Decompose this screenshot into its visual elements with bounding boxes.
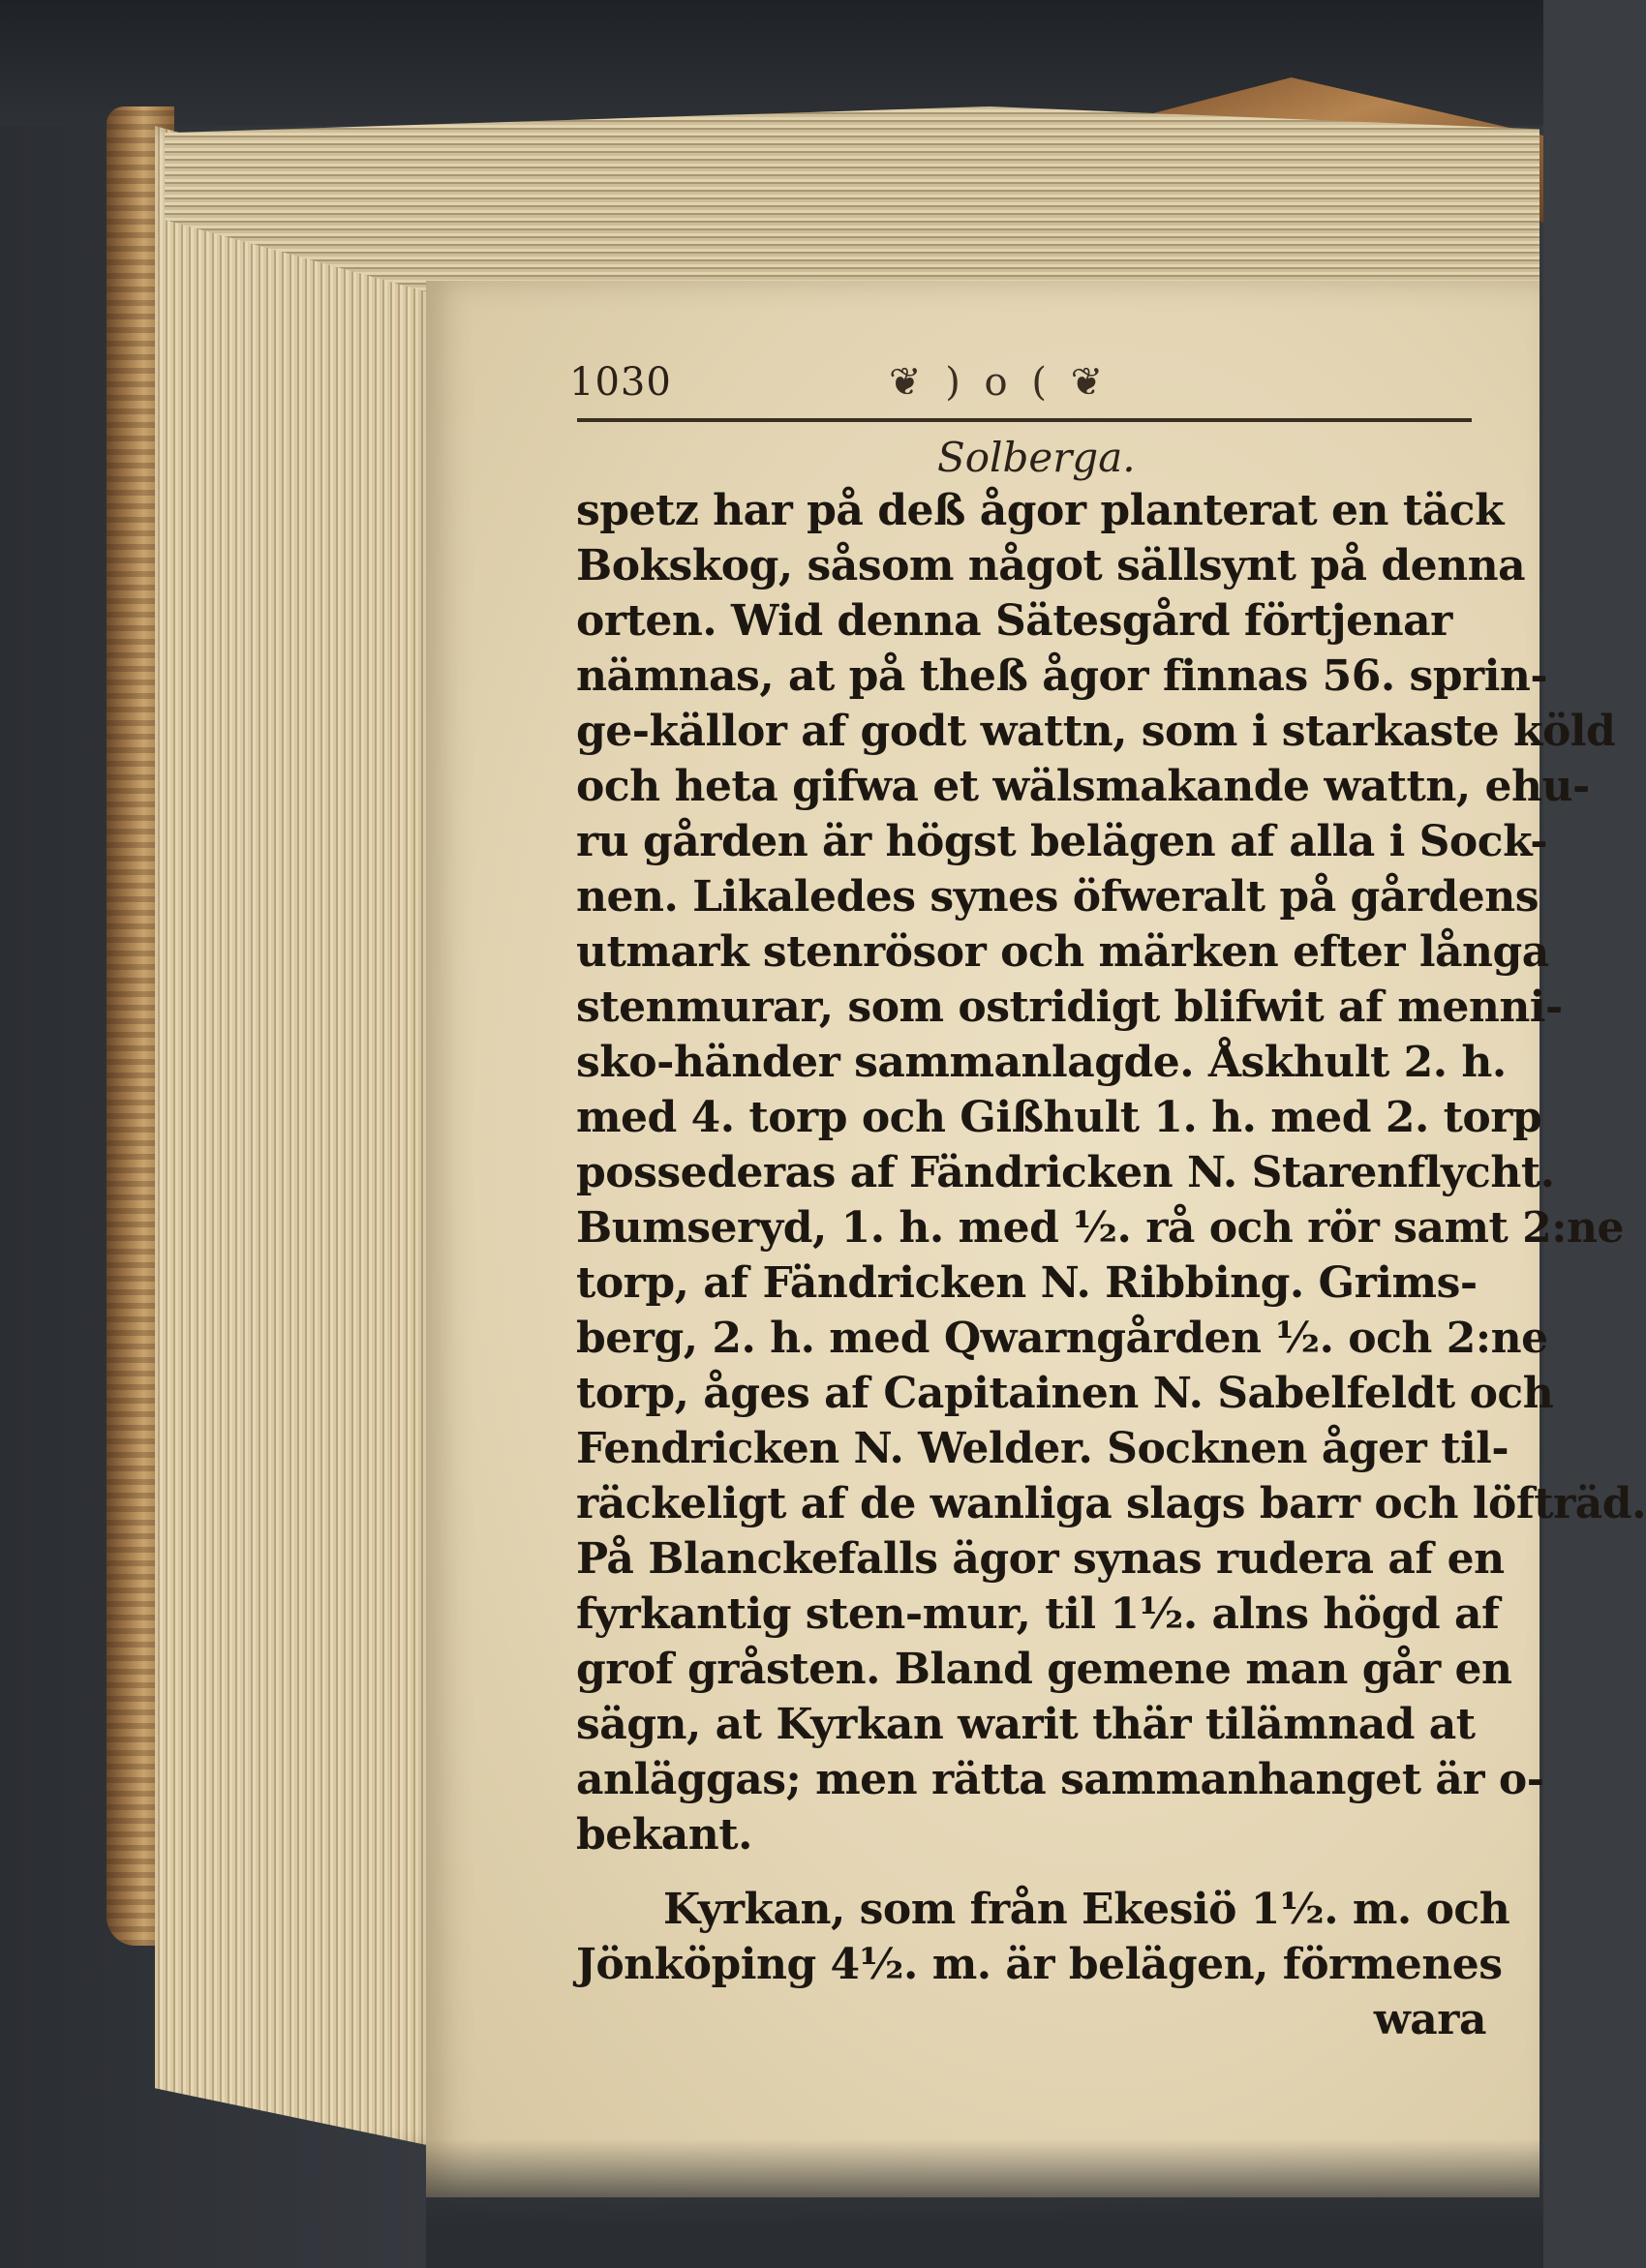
text-line: Kyrkan, som från Ekesiö 1½. m. och	[663, 1885, 1510, 1934]
text-line: stenmurar, som ostridigt blifwit af menni-	[576, 983, 1563, 1032]
section-title: Solberga.	[937, 434, 1136, 481]
text-line: Fendricken N. Welder. Socknen åger til-	[576, 1424, 1509, 1473]
text-line: spetz har på deß ågor planterat en täck	[576, 486, 1504, 535]
text-line: anläggas; men rätta sammanhanget är o-	[576, 1755, 1544, 1804]
text-line: bekant.	[576, 1810, 752, 1860]
text-line: Bumseryd, 1. h. med ½. rå och rör samt 2:ne	[576, 1203, 1625, 1253]
text-line: grof gråsten. Bland gemene man går en	[576, 1645, 1512, 1694]
page-edges-top	[165, 106, 1539, 295]
text-line: sägn, at Kyrkan warit thär tilämnad at	[576, 1700, 1476, 1749]
page-edges-left	[155, 126, 445, 2149]
text-line: med 4. torp och Gißhult 1. h. med 2. torp	[576, 1093, 1542, 1142]
text-line: sko-händer sammanlagde. Åskhult 2. h.	[576, 1038, 1507, 1087]
catchword: wara	[1373, 1995, 1486, 2044]
text-line: fyrkantig sten-mur, til 1½. alns högd af	[576, 1589, 1500, 1639]
running-head	[569, 360, 1479, 407]
text-line: possederas af Fändricken N. Starenflycht.	[576, 1148, 1555, 1197]
text-line: torp, åges af Capitainen N. Sabelfeldt och	[576, 1369, 1554, 1418]
text-line: ge-källor af godt wattn, som i starkaste köld	[576, 707, 1616, 756]
text-line: Bokskog, såsom något sällsynt på denna	[576, 541, 1526, 590]
text-line: utmark stenrösor och märken efter långa	[576, 927, 1549, 977]
text-line: På Blanckefalls ägor synas rudera af en	[576, 1534, 1505, 1584]
background-shadow	[426, 2139, 1543, 2268]
text-line: Jönköping 4½. m. är belägen, förmenes	[576, 1940, 1503, 1989]
header-rule	[577, 418, 1472, 422]
ornament: ❦ ) o ( ❦	[889, 360, 1110, 405]
text-line: nämnas, at på theß ågor finnas 56. sprin-	[576, 651, 1548, 701]
page-number: 1030	[569, 360, 672, 405]
text-line: ru gården är högst belägen af alla i Sock-	[576, 817, 1548, 866]
text-line: orten. Wid denna Sätesgård förtjenar	[576, 596, 1452, 646]
text-line: och heta gifwa et wälsmakande wattn, ehu-	[576, 762, 1590, 811]
text-line: räckeligt af de wanliga slags barr och löfträd.	[576, 1479, 1646, 1528]
text-line: nen. Likaledes synes öfweralt på gårdens	[576, 872, 1539, 922]
text-line: torp, af Fändricken N. Ribbing. Grims-	[576, 1258, 1478, 1308]
text-line: berg, 2. h. med Qwarngården ½. och 2:ne	[576, 1314, 1548, 1363]
